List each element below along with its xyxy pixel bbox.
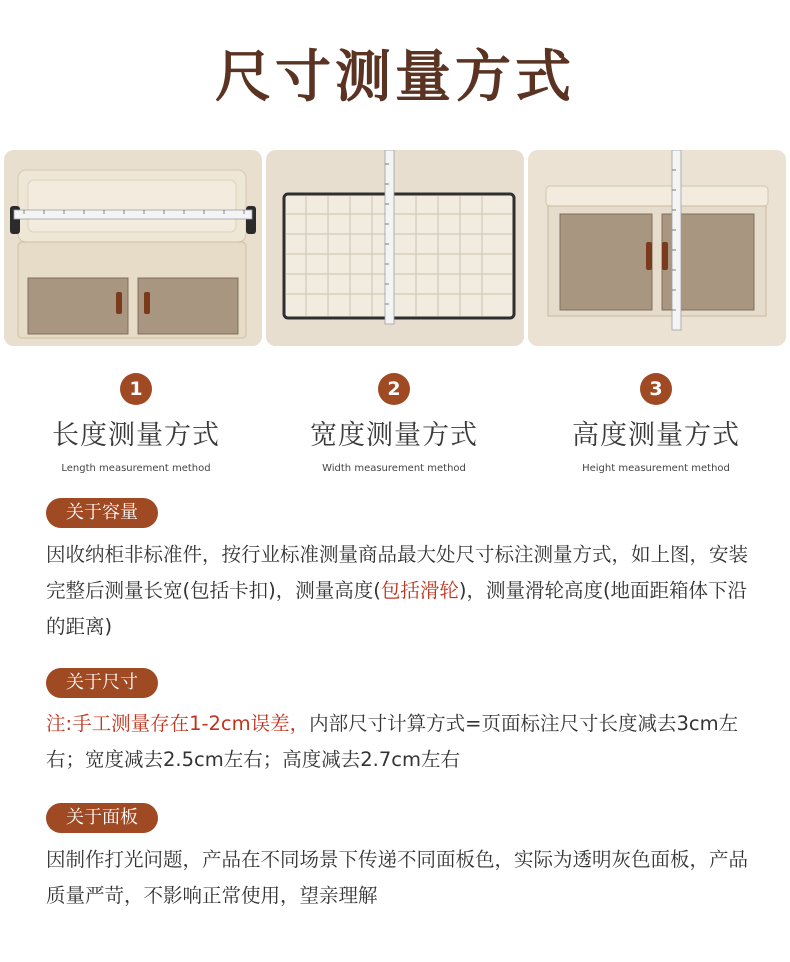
step-height [526, 373, 786, 475]
capacity-text-b: )，测量滑轮高度(地面距箱体下沿的距离) [46, 579, 748, 638]
size-label: 关于尺寸 [46, 668, 158, 698]
step-subtitle: Height measurement method [582, 463, 730, 474]
capacity-text-a: 因收纳柜非标准件，按行业标准测量商品最大处尺寸标注测量方式，如上图，安装完整后测量长宽(包括卡扣)，测量高度( [46, 543, 749, 602]
step-subtitle: Width measurement method [322, 463, 466, 474]
capacity-text [46, 537, 752, 645]
step-subtitle: Length measurement method [61, 463, 211, 474]
step-title: 长度测量方式 [52, 420, 220, 451]
step-number-badge: 2 [378, 373, 410, 405]
length-photo [4, 150, 262, 346]
step-title: 高度测量方式 [572, 420, 740, 451]
size-highlight: 手工测量存在1-2cm误差， [72, 712, 310, 735]
capacity-highlight: 包括滑轮 [380, 579, 459, 602]
step-number-badge: 1 [120, 373, 152, 405]
step-length [6, 373, 266, 475]
size-prefix: 注: [46, 712, 73, 735]
step-number-badge: 3 [640, 373, 672, 405]
height-photo [528, 150, 786, 346]
panel-text: 因制作打光问题，产品在不同场景下传递不同面板色，实际为透明灰色面板，产品质量严苛，不影响正常使用，望亲理解 [46, 848, 749, 907]
size-text [46, 706, 752, 778]
step-width [264, 373, 524, 475]
page-title: 尺寸测量方式 [215, 45, 575, 110]
panel-label: 关于面板 [46, 803, 158, 833]
capacity-label: 关于容量 [46, 498, 158, 528]
width-photo [266, 150, 524, 346]
step-title: 宽度测量方式 [310, 420, 478, 451]
size-body: 内部尺寸计算方式=页面标注尺寸长度减去3cm左右；宽度减去2.5cm左右；高度减去2.7cm左右 [46, 712, 739, 771]
